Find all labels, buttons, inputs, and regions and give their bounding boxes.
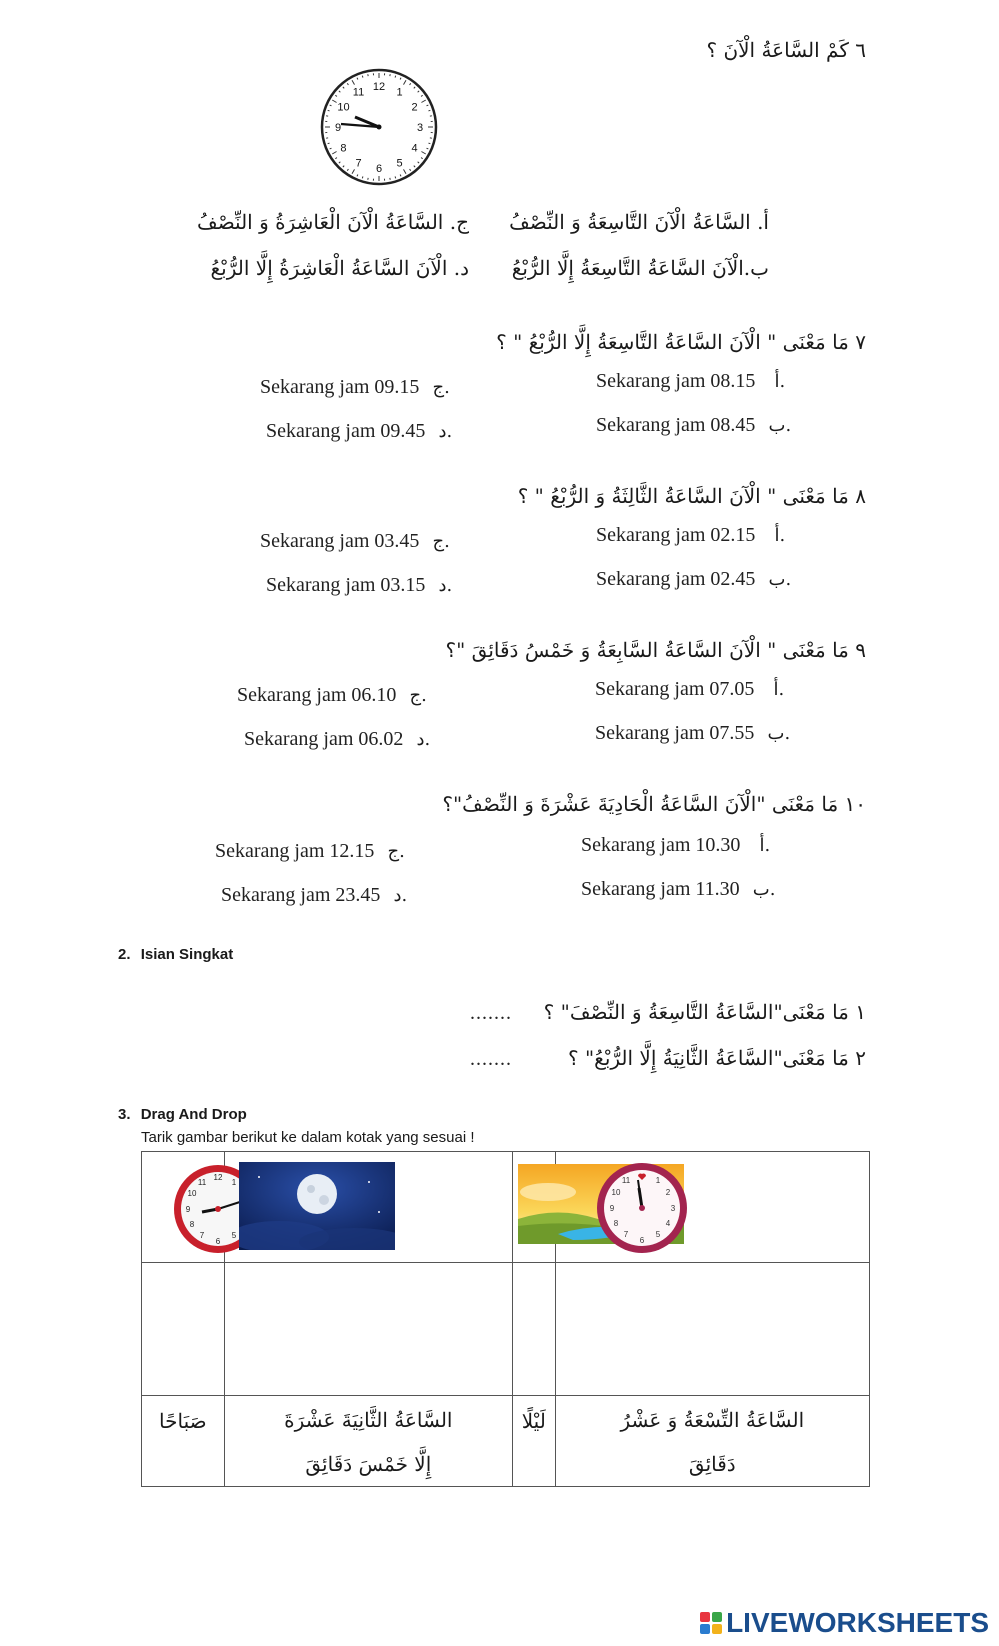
q8-option-b-text: Sekarang jam 02.45 (596, 568, 756, 590)
night-moon-icon[interactable] (239, 1162, 395, 1250)
q7-option-b[interactable] (596, 414, 791, 437)
drag-image-cell-4 (555, 1152, 869, 1263)
word-nine-ten-line2: دَقَائِقَ (688, 1452, 736, 1476)
q8-option-a-text: Sekarang jam 02.15 (596, 524, 756, 546)
svg-text:6: 6 (215, 1237, 221, 1246)
clock-number: 10 (337, 101, 350, 114)
q7-option-a-text: Sekarang jam 08.15 (596, 370, 756, 392)
clock-tick (362, 176, 363, 178)
drop-zone-3[interactable] (512, 1263, 555, 1396)
q7-option-b-letter: ب. (768, 415, 792, 436)
svg-text:1: 1 (655, 1176, 660, 1185)
word-twelve-minus-five-line2: إِلَّا خَمْسَ دَقَائِقَ (305, 1452, 432, 1476)
drag-drop-table (141, 1151, 870, 1487)
q8-option-c[interactable] (260, 530, 450, 553)
word-sabahan: صَبَاحًا (159, 1409, 207, 1433)
drag-image-cell-2 (224, 1152, 512, 1263)
q9-option-a[interactable] (595, 678, 784, 701)
section2-answer-2[interactable]: ....... (470, 1048, 512, 1070)
clock-tick (362, 76, 363, 78)
q6-option-c[interactable]: ج. السَّاعَةُ الْآنَ الْعَاشِرَةُ وَ النِّصْفُ (196, 210, 469, 234)
clock-tick (395, 76, 396, 78)
word-nine-ten (556, 1396, 869, 1486)
q7-option-a[interactable] (596, 370, 785, 393)
q7-option-c[interactable] (260, 376, 450, 399)
svg-text:3: 3 (670, 1204, 675, 1213)
clock-number: 3 (416, 122, 424, 134)
drop-zone-1[interactable] (142, 1263, 225, 1396)
q7-option-d-letter: د. (438, 421, 453, 442)
word-nine-ten-line1: السَّاعَةُ التِّسْعَةُ وَ عَشْرُ (620, 1408, 805, 1432)
q10-option-c-letter: ج. (387, 841, 405, 862)
clock-number: 11 (352, 86, 365, 99)
q7-option-c-text: Sekarang jam 09.15 (260, 376, 420, 398)
q9-option-a-text: Sekarang jam 07.05 (595, 678, 755, 700)
q9-option-c-text: Sekarang jam 06.10 (237, 684, 397, 706)
q9-question: ٩ مَا مَعْنَى " الْآنَ السَّاعَةُ السَّابِعَةُ وَ خَمْسُ دَقَائِقَ "؟ (445, 638, 866, 662)
q8-option-d[interactable] (266, 574, 452, 597)
svg-text:9: 9 (185, 1205, 191, 1214)
liveworksheets-logo-icon (700, 1612, 722, 1634)
svg-text:9: 9 (609, 1204, 614, 1213)
section2-q2: ٢ مَا مَعْنَى"السَّاعَةُ الثَّانِيَةُ إِلَّا الرُّبْعُ" ؟ (568, 1046, 866, 1070)
q8-option-b[interactable] (596, 568, 791, 591)
svg-text:6: 6 (639, 1236, 644, 1245)
q10-option-a[interactable] (581, 834, 770, 857)
section2-title: Isian Singkat (140, 946, 234, 963)
clock-number: 6 (375, 163, 383, 175)
q9-option-a-letter: أ. (773, 679, 785, 700)
svg-text:8: 8 (189, 1220, 195, 1229)
svg-text:1: 1 (231, 1178, 237, 1187)
section3-title: Drag And Drop (140, 1106, 247, 1123)
clock-tick (328, 110, 330, 111)
q8-option-b-letter: ب. (768, 569, 792, 590)
section3-heading (118, 1106, 247, 1123)
drop-zone-2[interactable] (224, 1263, 512, 1396)
section3-number: 3. (118, 1106, 131, 1123)
word-twelve-minus-five-line1: السَّاعَةُ الثَّانِيَةَ عَشْرَةَ (284, 1408, 453, 1432)
q9-option-c[interactable] (237, 684, 427, 707)
q10-option-d[interactable] (221, 884, 407, 907)
q8-option-d-letter: د. (438, 575, 453, 596)
q7-option-d[interactable] (266, 420, 452, 443)
svg-text:7: 7 (623, 1230, 628, 1239)
q6-clock-icon (318, 66, 440, 188)
q10-option-d-letter: د. (393, 885, 408, 906)
svg-text:11: 11 (621, 1176, 630, 1185)
q6-option-a[interactable]: أ. السَّاعَةُ الْآنَ التَّاسِعَةُ وَ النِّصْفُ (509, 210, 769, 234)
q8-option-c-text: Sekarang jam 03.45 (260, 530, 420, 552)
svg-text:11: 11 (197, 1178, 207, 1187)
clock-number: 7 (355, 157, 362, 170)
section3-instruction: Tarik gambar berikut ke dalam kotak yang sesuai ! (141, 1129, 475, 1146)
wall-clock-pink-icon[interactable] (594, 1160, 690, 1256)
section2-number: 2. (118, 946, 131, 963)
q6-option-d[interactable]: د. الْآنَ السَّاعَةُ الْعَاشِرَةُ إِلَّا الرُّبْعُ (210, 256, 469, 280)
q8-option-a-letter: أ. (774, 525, 786, 546)
q10-question: ١٠ مَا مَعْنَى "الْآنَ السَّاعَةُ الْحَادِيَةَ عَشْرَةَ وَ النِّصْفُ"؟ (442, 792, 866, 816)
svg-text:10: 10 (187, 1189, 197, 1198)
q10-option-d-text: Sekarang jam 23.45 (221, 884, 381, 906)
svg-text:7: 7 (199, 1231, 205, 1240)
q10-option-b-letter: ب. (752, 879, 776, 900)
q10-option-c-text: Sekarang jam 12.15 (215, 840, 375, 862)
section2-answer-1[interactable]: ....... (470, 1002, 512, 1024)
svg-text:8: 8 (613, 1219, 618, 1228)
q7-option-a-letter: أ. (774, 371, 786, 392)
q10-option-c[interactable] (215, 840, 405, 863)
word-laylan: لَيْلًا (521, 1409, 546, 1433)
q7-option-b-text: Sekarang jam 08.45 (596, 414, 756, 436)
word-cell-2 (224, 1396, 512, 1487)
q9-option-c-letter: ج. (409, 685, 427, 706)
liveworksheets-logo (700, 1607, 989, 1639)
q10-option-b-text: Sekarang jam 11.30 (581, 878, 740, 900)
q8-option-d-text: Sekarang jam 03.15 (266, 574, 426, 596)
q9-option-d[interactable] (244, 728, 430, 751)
svg-text:12: 12 (213, 1173, 223, 1182)
clock-number: 1 (396, 86, 403, 99)
drag-image-cell-1 (142, 1152, 237, 1263)
section2-heading (118, 946, 233, 963)
q9-option-d-letter: د. (416, 729, 431, 750)
q10-option-b[interactable] (581, 878, 775, 901)
q8-option-c-letter: ج. (432, 531, 450, 552)
q7-option-c-letter: ج. (432, 377, 450, 398)
clock-tick (328, 143, 330, 144)
clock-number: 12 (372, 81, 386, 93)
clock-number: 2 (411, 101, 418, 114)
svg-text:5: 5 (655, 1230, 660, 1239)
word-cell-1 (142, 1396, 225, 1487)
q9-option-d-text: Sekarang jam 06.02 (244, 728, 404, 750)
q6-question: ٦ كَمْ السَّاعَةُ الْآنَ ؟ (706, 38, 866, 62)
q10-option-a-text: Sekarang jam 10.30 (581, 834, 741, 856)
section2-q1: ١ مَا مَعْنَى"السَّاعَةُ التَّاسِعَةُ وَ النِّصْفَ" ؟ (543, 1000, 866, 1024)
drag-image-cell-3 (512, 1152, 555, 1263)
clock-tick (428, 110, 430, 111)
q9-option-b-text: Sekarang jam 07.55 (595, 722, 755, 744)
q9-option-b-letter: ب. (767, 723, 791, 744)
q6-option-b[interactable]: ب.الْآنَ السَّاعَةُ التَّاسِعَةُ إِلَّا الرُّبْعُ (511, 256, 769, 280)
svg-text:10: 10 (611, 1188, 621, 1197)
clock-number: 8 (340, 142, 347, 155)
word-cell-3 (512, 1396, 555, 1487)
drop-zone-4[interactable] (555, 1263, 869, 1396)
q10-option-a-letter: أ. (759, 835, 771, 856)
clock-tick (428, 143, 430, 144)
clock-tick (395, 176, 396, 178)
svg-text:4: 4 (665, 1219, 670, 1228)
q9-option-b[interactable] (595, 722, 790, 745)
word-cell-4 (555, 1396, 869, 1487)
clock-number: 4 (411, 142, 418, 155)
svg-text:2: 2 (665, 1188, 670, 1197)
q8-option-a[interactable] (596, 524, 785, 547)
q7-option-d-text: Sekarang jam 09.45 (266, 420, 426, 442)
svg-text:5: 5 (231, 1231, 237, 1240)
q8-question: ٨ مَا مَعْنَى " الْآنَ السَّاعَةُ الثَّالِثَةُ وَ الرُّبْعُ " ؟ (517, 484, 866, 508)
liveworksheets-logo-text: LIVEWORKSHEETS (726, 1607, 989, 1638)
word-twelve-minus-five (225, 1396, 512, 1486)
q7-question: ٧ مَا مَعْنَى " الْآنَ السَّاعَةُ التَّاسِعَةُ إِلَّا الرُّبْعُ " ؟ (496, 330, 866, 354)
clock-number: 9 (334, 122, 342, 134)
clock-number: 5 (396, 157, 403, 170)
